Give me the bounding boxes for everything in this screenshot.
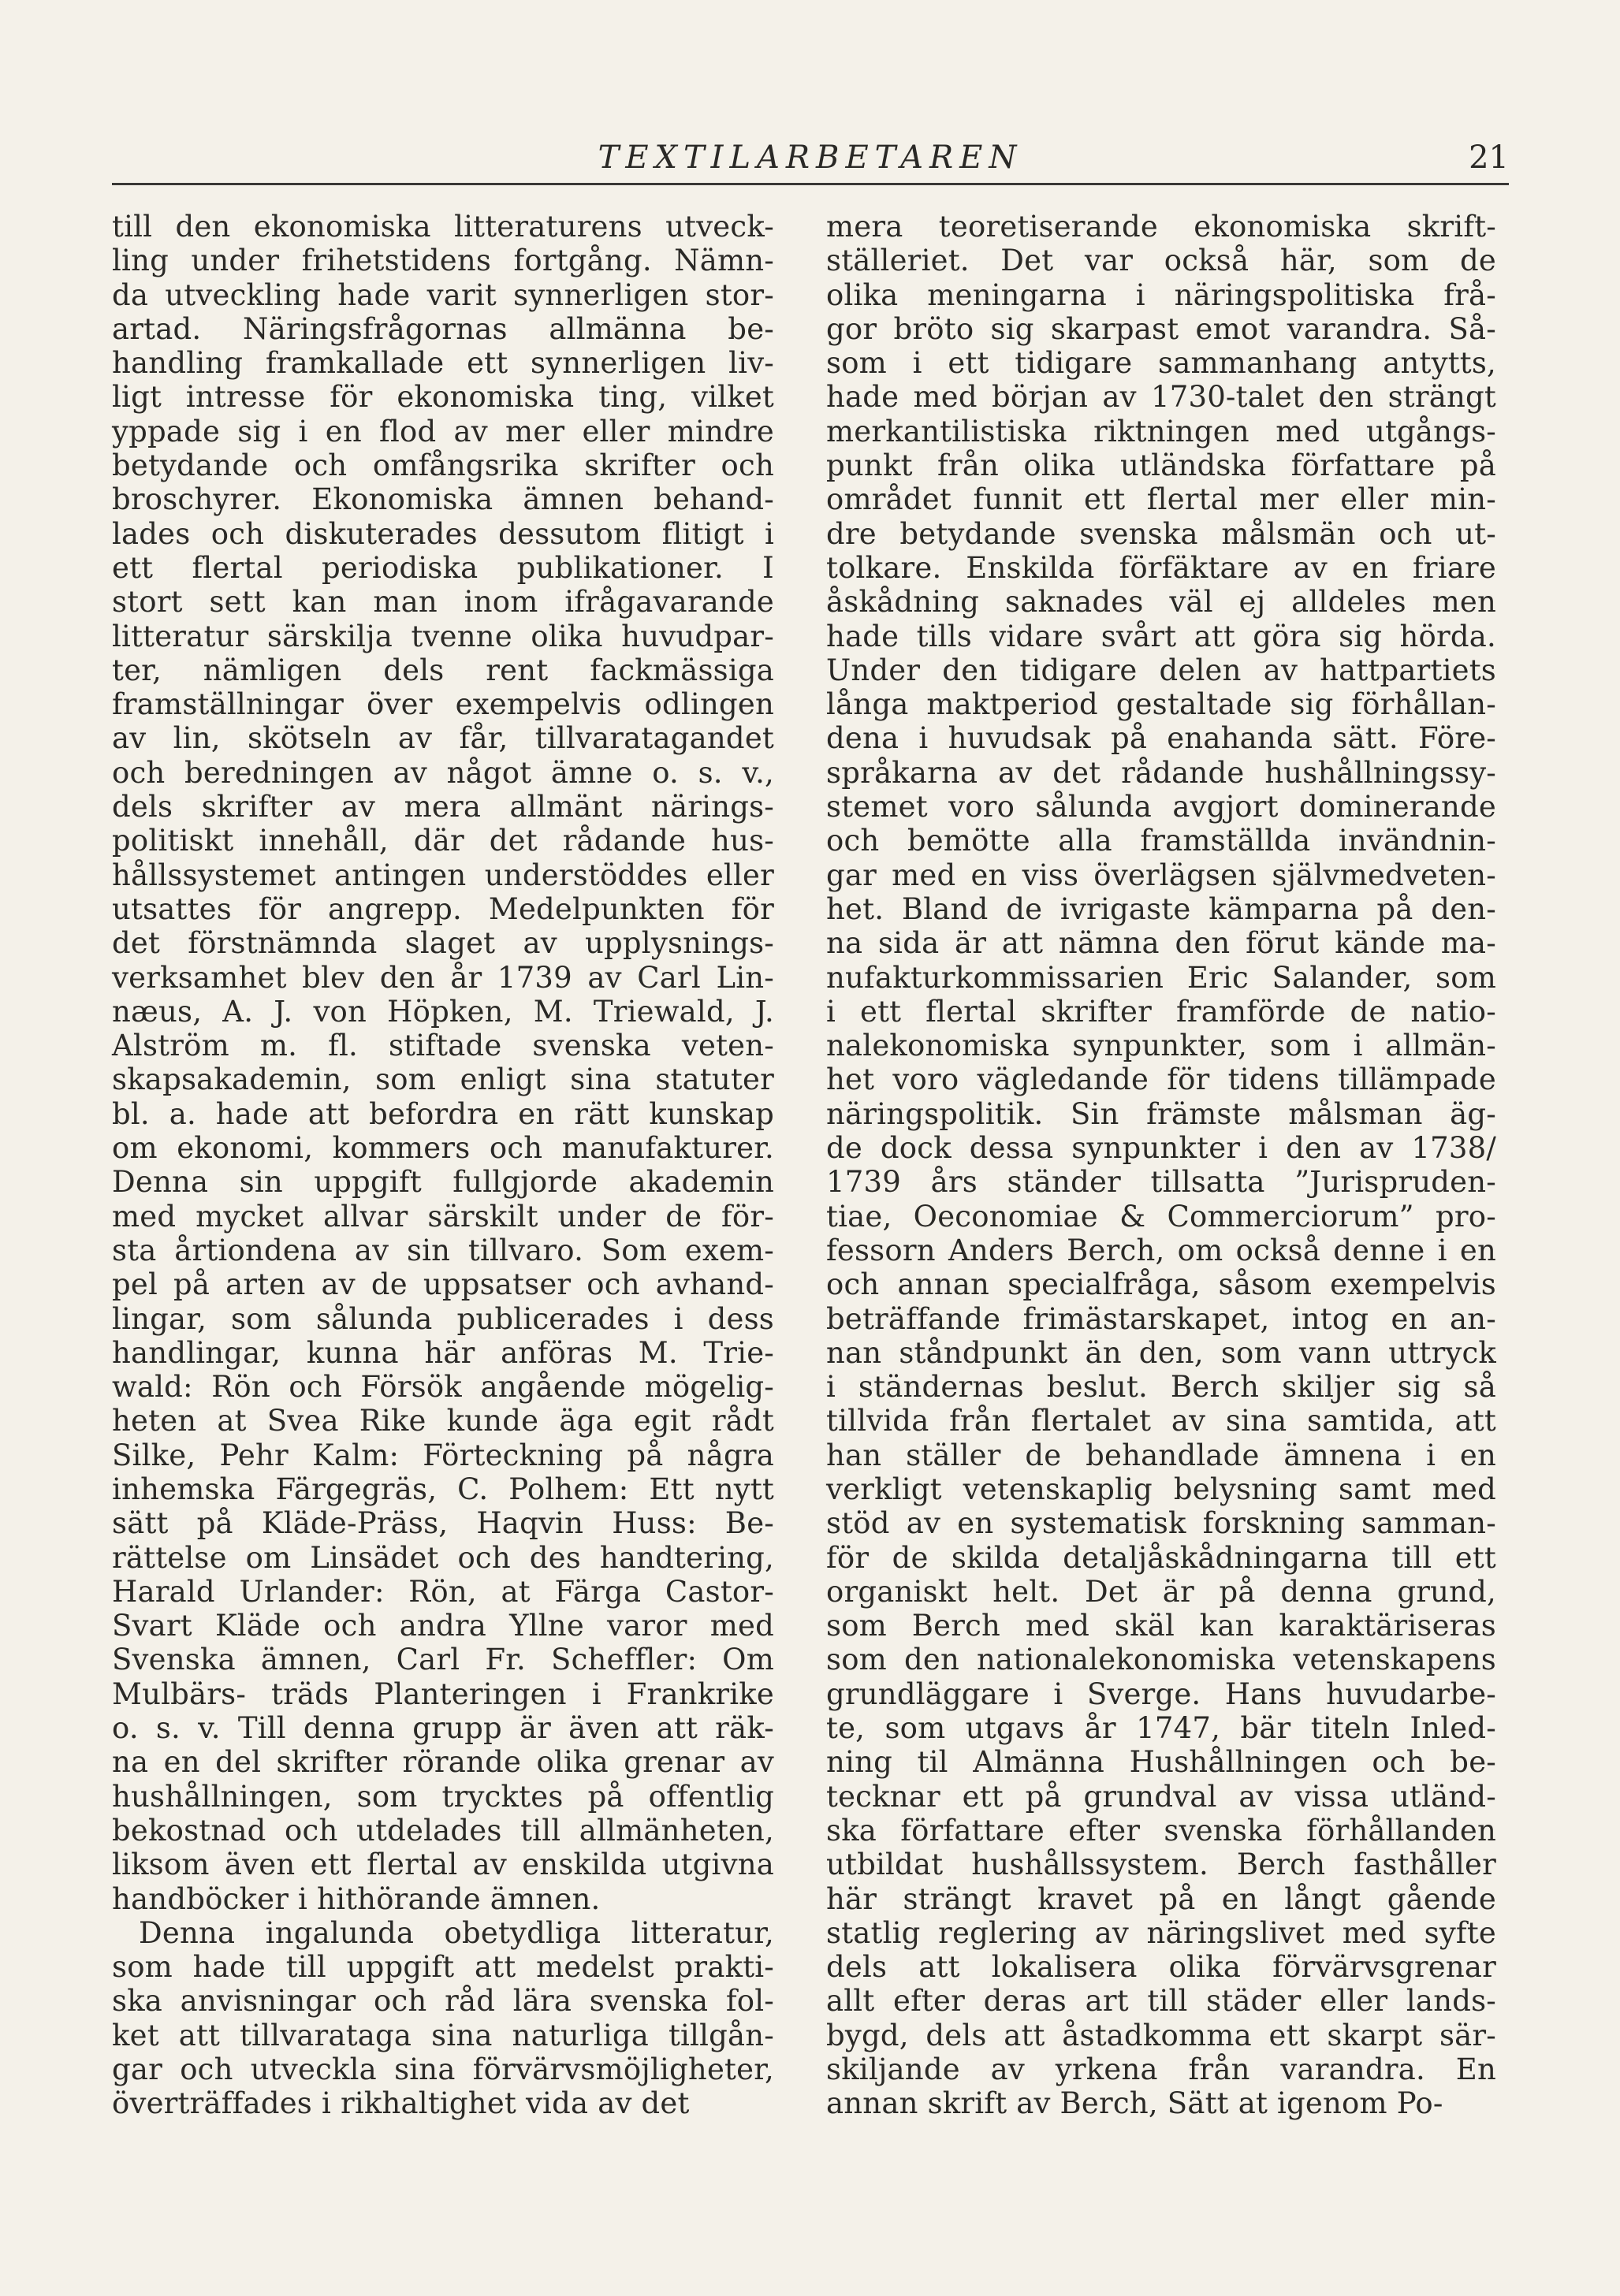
text-line: Silke, Pehr Kalm: Förteckning på några — [112, 1438, 774, 1472]
text-line: Svenska ämnen, Carl Fr. Scheffler: Om — [112, 1643, 774, 1677]
text-line: dena i huvudsak på enahanda sätt. Före- — [826, 721, 1496, 756]
text-line: ställeriet. Det var också här, som de — [826, 244, 1496, 278]
text-line: om ekonomi, kommers och manufakturer. — [112, 1131, 774, 1166]
text-line: stort sett kan man inom ifrågavarande — [112, 585, 774, 620]
text-line: tiae, Oeconomiae & Commerciorum” pro- — [826, 1199, 1496, 1234]
text-line: rättelse om Linsädet och des handtering, — [112, 1540, 774, 1575]
text-line: bygd, dels att åstadkomma ett skarpt sär- — [826, 2018, 1496, 2052]
text-line: handlingar, kunna här anföras M. Trie- — [112, 1335, 774, 1370]
text-line: för de skilda detaljåskådningarna till ett — [826, 1540, 1496, 1575]
text-line: området funnit ett flertal mer eller min- — [826, 482, 1496, 517]
text-line: liksom även ett flertal av enskilda utgivna — [112, 1848, 774, 1882]
text-line: gar med en viss överlägsen självmedveten- — [826, 858, 1496, 892]
text-line: beträffande frimästarskapet, intog en an- — [826, 1301, 1496, 1336]
text-line: stemet voro sålunda avgjort dominerande — [826, 790, 1496, 824]
text-line: na sida är att nämna den förut kände ma- — [826, 926, 1496, 961]
text-line: handling framkallade ett synnerligen liv- — [112, 346, 774, 381]
text-line: dels skrifter av mera allmänt närings- — [112, 790, 774, 824]
text-line: de dock dessa synpunkter i den av 1738/ — [826, 1131, 1496, 1166]
text-line: Alström m. fl. stiftade svenska veten- — [112, 1029, 774, 1063]
text-line: utsattes för angrepp. Medelpunkten för — [112, 891, 774, 926]
journal-title: TEXTILARBETAREN — [598, 140, 1023, 176]
text-line: dre betydande svenska målsmän och ut- — [826, 516, 1496, 551]
text-line: ligt intresse för ekonomiska ting, vilket — [112, 380, 774, 415]
text-line: annan skrift av Berch, Sätt at igenom Po- — [826, 2086, 1443, 2121]
text-line: av lin, skötseln av får, tillvaratagandet — [112, 721, 774, 756]
text-line: skapsakademin, som enligt sina statuter — [112, 1062, 774, 1097]
text-line: i ständernas beslut. Berch skiljer sig så — [826, 1370, 1496, 1405]
text-line: sta årtiondena av sin tillvaro. Som exem- — [112, 1233, 774, 1267]
text-line: Denna sin uppgift fullgjorde akademin — [112, 1165, 774, 1200]
text-line: nufakturkommissarien Eric Salander, som — [826, 960, 1496, 995]
text-line: lades och diskuterades dessutom flitigt i — [112, 516, 774, 551]
text-line: fessorn Anders Berch, om också denne i en — [826, 1233, 1496, 1267]
text-line: som hade till uppgift att medelst prakti- — [112, 1950, 774, 1985]
text-line: ket att tillvarataga sina naturliga tillgån- — [112, 2018, 774, 2052]
text-line: hade med början av 1730-talet den strängt — [826, 380, 1496, 415]
text-line: inhemska Färgegräs, C. Polhem: Ett nytt — [112, 1472, 774, 1506]
text-line: o. s. v. Till denna grupp är även att räk- — [112, 1711, 774, 1746]
text-line: ska författare efter svenska förhållanden — [826, 1813, 1496, 1848]
text-line: litteratur särskilja tvenne olika huvudpar- — [112, 619, 774, 653]
text-line: han ställer de behandlade ämnena i en — [826, 1438, 1496, 1472]
text-line: wald: Rön och Försök angående mögelig- — [112, 1370, 774, 1405]
text-line: ling under frihetstidens fortgång. Nämn- — [112, 244, 774, 278]
left-text-column — [112, 210, 774, 2121]
text-line: allt efter deras art till städer eller lands- — [826, 1984, 1496, 2019]
text-line: skiljande av yrkena från varandra. En — [826, 2052, 1496, 2087]
text-line: utbildat hushållssystem. Berch fasthåller — [826, 1848, 1496, 1882]
text-line: framställningar över exempelvis odlingen — [112, 687, 774, 722]
text-line: nalekonomiska synpunkter, som i allmän- — [826, 1029, 1496, 1063]
text-line: det förstnämnda slaget av upplysnings- — [112, 926, 774, 961]
text-line: organiskt helt. Det är på denna grund, — [826, 1574, 1496, 1609]
text-line: olika meningarna i näringspolitiska frå- — [826, 277, 1496, 312]
text-line: Harald Urlander: Rön, at Färga Castor- — [112, 1574, 774, 1609]
text-line: hushållningen, som trycktes på offentlig — [112, 1779, 774, 1814]
text-line: som den nationalekonomiska vetenskapens — [826, 1643, 1496, 1677]
text-line: gar och utveckla sina förvärvsmöjligheter, — [112, 2052, 774, 2087]
text-line: tecknar ett på grundval av vissa utländ- — [826, 1779, 1496, 1814]
text-line: na en del skrifter rörande olika grenar av — [112, 1745, 774, 1780]
text-line: bl. a. hade att befordra en rätt kunskap — [112, 1096, 774, 1131]
text-line: ska anvisningar och råd lära svenska fol- — [112, 1984, 774, 2019]
text-line: Under den tidigare delen av hattpartiets — [826, 653, 1496, 687]
text-line: och annan specialfråga, såsom exempelvis — [826, 1267, 1496, 1302]
text-line: mera teoretiserande ekonomiska skrift- — [826, 210, 1496, 244]
text-line: grundläggare i Sverge. Hans huvudarbe- — [826, 1676, 1496, 1711]
text-line: Mulbärs- träds Planteringen i Frankrike — [112, 1676, 774, 1711]
text-line: gor bröto sig skarpast emot varandra. Så- — [826, 311, 1496, 346]
text-line: da utveckling hade varit synnerligen stor- — [112, 277, 774, 312]
text-line: stöd av en systematisk forskning samman- — [826, 1506, 1496, 1541]
text-line: heten at Svea Rike kunde äga egit rådt — [112, 1404, 774, 1438]
text-line: Denna ingalunda obetydliga litteratur, — [139, 1915, 774, 1950]
text-line: bekostnad och utdelades till allmänheten, — [112, 1813, 774, 1848]
text-line: tolkare. Enskilda förfäktare av en friare — [826, 550, 1496, 585]
text-line: Svart Kläde och andra Yllne varor med — [112, 1609, 774, 1643]
text-line: næus, A. J. von Höpken, M. Triewald, J. — [112, 994, 774, 1029]
text-line: ning til Almänna Hushållningen och be- — [826, 1745, 1496, 1780]
text-line: 1739 års ständer tillsatta ”Jurispruden- — [826, 1165, 1496, 1200]
text-line: te, som utgavs år 1747, bär titeln Inled- — [826, 1711, 1496, 1746]
text-line: här strängt kravet på en långt gående — [826, 1881, 1496, 1916]
text-line: tillvida från flertalet av sina samtida, att — [826, 1404, 1496, 1438]
text-line: nan ståndpunkt än den, som vann uttryck — [826, 1335, 1496, 1370]
text-line: dels att lokalisera olika förvärvsgrenar — [826, 1950, 1496, 1985]
running-header — [112, 132, 1509, 185]
text-line: het. Bland de ivrigaste kämparna på den- — [826, 891, 1496, 926]
text-line: het voro vägledande för tidens tillämpade — [826, 1062, 1496, 1097]
page-number: 21 — [1469, 140, 1509, 176]
text-line: broschyrer. Ekonomiska ämnen behand- — [112, 482, 774, 517]
text-line: som i ett tidigare sammanhang antytts, — [826, 346, 1496, 381]
text-line: politiskt innehåll, där det rådande hus- — [112, 824, 774, 858]
text-line: med mycket allvar särskilt under de för- — [112, 1199, 774, 1234]
text-line: pel på arten av de uppsatser och avhand- — [112, 1267, 774, 1302]
text-line: yppade sig i en flod av mer eller mindre — [112, 414, 774, 448]
text-line: till den ekonomiska litteraturens utveck- — [112, 210, 774, 244]
text-line: hade tills vidare svårt att göra sig hörda. — [826, 619, 1496, 653]
text-line: artad. Näringsfrågornas allmänna be- — [112, 311, 774, 346]
right-text-column — [826, 210, 1496, 2121]
text-line: sätt på Kläde-Präss, Haqvin Huss: Be- — [112, 1506, 774, 1541]
text-line: merkantilistiska riktningen med utgångs- — [826, 414, 1496, 448]
text-line: åskådning saknades väl ej alldeles men — [826, 585, 1496, 620]
text-line: ett flertal periodiska publikationer. I — [112, 550, 774, 585]
text-line: betydande och omfångsrika skrifter och — [112, 448, 774, 483]
text-line: och bemötte alla framställda invändnin- — [826, 824, 1496, 858]
text-line: verksamhet blev den år 1739 av Carl Lin- — [112, 960, 774, 995]
text-line: i ett flertal skrifter framförde de natio- — [826, 994, 1496, 1029]
text-line: lingar, som sålunda publicerades i dess — [112, 1301, 774, 1336]
text-line: överträffades i rikhaltighet vida av det — [112, 2086, 690, 2121]
text-line: ter, nämligen dels rent fackmässiga — [112, 653, 774, 687]
text-line: handböcker i hithörande ämnen. — [112, 1881, 601, 1916]
text-line: punkt från olika utländska författare på — [826, 448, 1496, 483]
text-line: hållssystemet antingen understöddes eller — [112, 858, 774, 892]
text-line: långa maktperiod gestaltade sig förhållan- — [826, 687, 1496, 722]
text-line: verkligt vetenskaplig belysning samt med — [826, 1472, 1496, 1506]
text-line: statlig reglering av näringslivet med syfte — [826, 1915, 1496, 1950]
text-line: och beredningen av något ämne o. s. v., — [112, 755, 774, 790]
text-line: språkarna av det rådande hushållningssy- — [826, 755, 1496, 790]
text-line: som Berch med skäl kan karaktäriseras — [826, 1609, 1496, 1643]
text-line: näringspolitik. Sin främste målsman äg- — [826, 1096, 1496, 1131]
